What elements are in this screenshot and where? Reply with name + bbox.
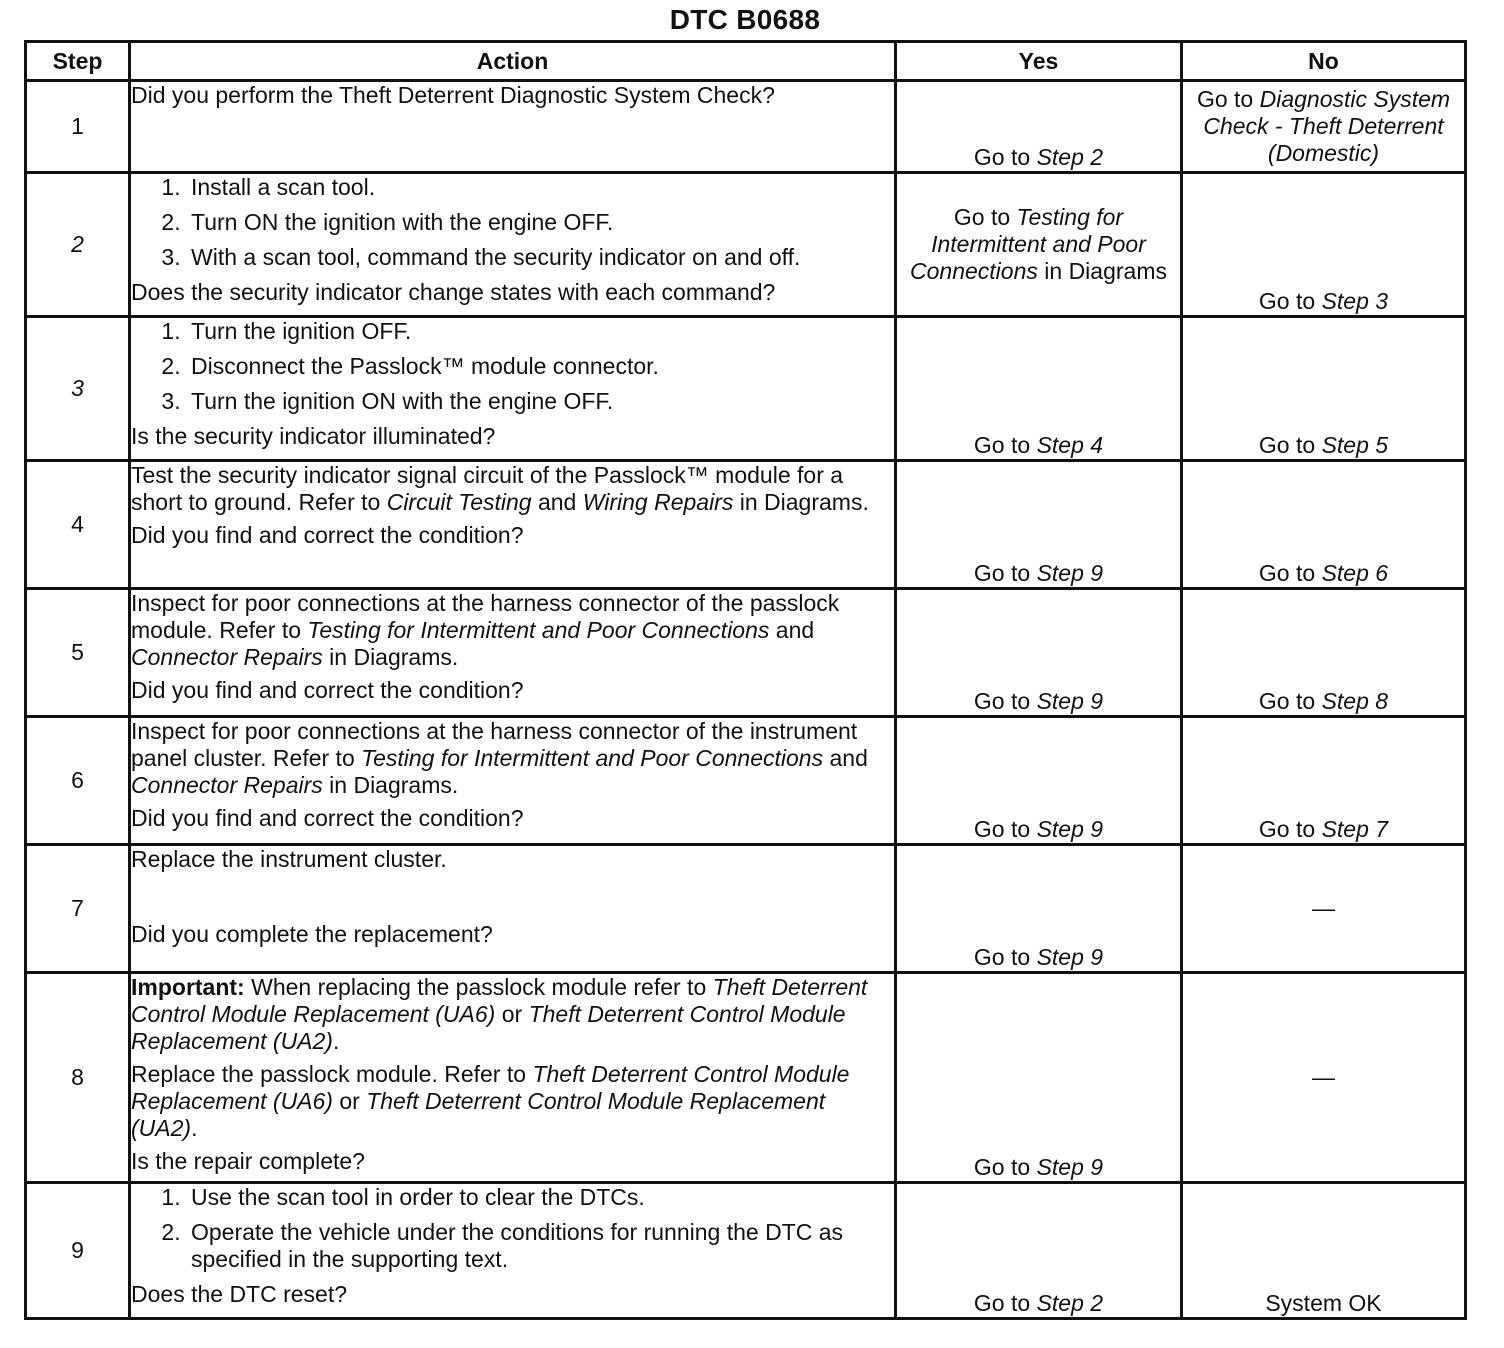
diagrams-ref[interactable]: Diagrams	[353, 644, 452, 670]
yes-link[interactable]: Step 9	[1036, 688, 1104, 714]
important-text: When replacing the passlock module refer to	[251, 974, 707, 1000]
go-to-text: Go to	[953, 204, 1011, 230]
table-row	[26, 81, 1466, 173]
action-question: Did you find and correct the condition?	[131, 677, 524, 703]
reference-link[interactable]: Theft Deterrent Control Module Replacement (UA2)	[131, 1001, 846, 1054]
go-to-text: Go to	[1258, 288, 1316, 314]
yes-cell	[896, 717, 1182, 845]
table-row	[26, 461, 1466, 589]
action-question: Did you complete the replacement?	[131, 921, 493, 947]
yes-link[interactable]: Step 4	[1036, 432, 1104, 458]
in-text: in	[329, 772, 348, 798]
table-row	[26, 173, 1466, 317]
header-no: No	[1182, 42, 1466, 81]
or-text: or	[501, 1001, 523, 1027]
dtc-table	[24, 40, 1467, 1320]
action-steps	[131, 318, 894, 415]
no-link[interactable]: Step 5	[1321, 432, 1389, 458]
yes-link[interactable]: Step 9	[1036, 944, 1104, 970]
step-number: 8	[26, 973, 130, 1183]
action-step: 2. Disconnect the Passlock™ module connector.	[187, 353, 894, 380]
action-text: Replace the instrument cluster.	[131, 846, 447, 872]
go-to-text: Go to	[973, 432, 1031, 458]
reference-link[interactable]: Theft Deterrent Control Module Replacement (UA2)	[131, 1088, 826, 1141]
and-text: and	[829, 745, 868, 771]
no-link[interactable]: Step 3	[1321, 288, 1389, 314]
no-cell	[1182, 461, 1466, 589]
table-row	[26, 845, 1466, 973]
action-text: Test the security indicator signal circuit of the Passlock™ module for a short to ground. Refer to Circuit Testing and Wiring Repairs in Diagrams.	[131, 462, 869, 515]
header-yes: Yes	[896, 42, 1182, 81]
yes-cell	[896, 317, 1182, 461]
no-cell	[1182, 81, 1466, 173]
go-to-text: Go to	[973, 816, 1031, 842]
diagrams-ref[interactable]: Diagrams	[764, 489, 863, 515]
step-number: 7	[26, 845, 130, 973]
action-question: Is the security indicator illuminated?	[131, 423, 496, 449]
reference-link[interactable]: Testing for Intermittent and Poor Connections	[361, 745, 824, 771]
action-step: 1. Use the scan tool in order to clear the DTCs.	[187, 1184, 894, 1211]
reference-link[interactable]: Theft Deterrent Control Module Replacement (UA6)	[131, 974, 868, 1027]
yes-link[interactable]: Step 2	[1036, 144, 1104, 170]
yes-cell	[896, 173, 1182, 317]
step-number: 6	[26, 717, 130, 845]
action-cell	[130, 845, 896, 973]
action-body: Test the security indicator signal circuit of the Passlock™ module for a short to ground. Refer to	[131, 462, 844, 515]
no-cell	[1182, 589, 1466, 717]
action-cell	[130, 81, 896, 173]
go-to-text: Go to	[1258, 432, 1316, 458]
yes-cell	[896, 589, 1182, 717]
no-link[interactable]: Step 8	[1321, 688, 1389, 714]
action-question: Did you perform the Theft Deterrent Diagnostic System Check?	[131, 82, 775, 108]
action-question: Did you find and correct the condition?	[131, 522, 524, 548]
action-cell	[130, 173, 896, 317]
no-cell	[1182, 173, 1466, 317]
yes-link[interactable]: Step 9	[1036, 816, 1104, 842]
go-to-text: Go to	[1258, 560, 1316, 586]
go-to-text: Go to	[1258, 816, 1316, 842]
no-link[interactable]: Step 6	[1321, 560, 1389, 586]
reference-link[interactable]: Wiring Repairs	[582, 489, 734, 515]
action-steps	[131, 1184, 894, 1273]
in-text: in	[739, 489, 758, 515]
yes-cell	[896, 81, 1182, 173]
go-to-text: Go to	[973, 944, 1031, 970]
action-step: 3. With a scan tool, command the security indicator on and off.	[187, 244, 894, 271]
and-text: and	[775, 617, 815, 643]
no-cell	[1182, 973, 1466, 1183]
header-row	[26, 42, 1466, 81]
action-cell	[130, 589, 896, 717]
step-number: 2	[26, 173, 130, 317]
action-cell	[130, 317, 896, 461]
action-cell	[130, 1183, 896, 1319]
table-row	[26, 717, 1466, 845]
step-number: 3	[26, 317, 130, 461]
yes-cell	[896, 845, 1182, 973]
page-title: DTC B0688	[669, 4, 821, 35]
yes-cell	[896, 461, 1182, 589]
no-result: System OK	[1265, 1290, 1382, 1316]
step-number: 5	[26, 589, 130, 717]
action-cell	[130, 973, 896, 1183]
reference-link[interactable]: Connector Repairs	[131, 644, 323, 670]
step-number: 9	[26, 1183, 130, 1319]
yes-link[interactable]: Step 9	[1036, 1154, 1104, 1180]
action-question: Does the DTC reset?	[131, 1281, 348, 1307]
action-step: 3. Turn the ignition ON with the engine OFF.	[187, 388, 894, 415]
important-label: Important:	[131, 974, 245, 1000]
action-step: 1. Install a scan tool.	[187, 174, 894, 201]
no-cell	[1182, 317, 1466, 461]
yes-link[interactable]: Step 9	[1036, 560, 1104, 586]
go-to-text: Go to	[973, 1290, 1031, 1316]
action-steps	[131, 174, 894, 271]
diagrams-ref[interactable]: Diagrams	[353, 772, 452, 798]
no-link[interactable]: Diagnostic System Check - Theft Deterrent (Domestic)	[1203, 86, 1451, 166]
action-text: Inspect for poor connections at the harness connector of the instrument panel cluster. Refer to Testing for Intermittent and Poor Connections and Connector Repairs in Diagrams.	[131, 718, 868, 798]
go-to-text: Go to	[1196, 86, 1254, 112]
table-row	[26, 1183, 1466, 1319]
no-cell	[1182, 845, 1466, 973]
no-dash: —	[1312, 1064, 1335, 1090]
table-row	[26, 317, 1466, 461]
action-question: Did you find and correct the condition?	[131, 805, 524, 831]
no-cell	[1182, 717, 1466, 845]
action-body: Inspect for poor connections at the harness connector of the passlock module. Refer to	[131, 590, 840, 643]
reference-link[interactable]: Connector Repairs	[131, 772, 323, 798]
action-step: 1. Turn the ignition OFF.	[187, 318, 894, 345]
action-step: 2. Operate the vehicle under the conditions for running the DTC as specified in the supporting text.	[187, 1219, 894, 1273]
yes-cell	[896, 973, 1182, 1183]
go-to-text: Go to	[973, 688, 1031, 714]
yes-link[interactable]: Step 2	[1036, 1290, 1104, 1316]
go-to-text: Go to	[973, 560, 1031, 586]
action-question: Is the repair complete?	[131, 1148, 365, 1174]
important-note: Important: When replacing the passlock module refer to Theft Deterrent Control Module Replacement (UA6) or Theft Deterrent Control Module Replacement (UA2).	[131, 974, 868, 1054]
action-text: Replace the passlock module. Refer to Theft Deterrent Control Module Replacement (UA6) or Theft Deterrent Control Module Replacement (UA2).	[131, 1061, 850, 1141]
yes-link[interactable]: Testing for Intermittent and Poor Connections	[910, 204, 1146, 284]
go-to-text: Go to	[1258, 688, 1316, 714]
reference-link[interactable]: Testing for Intermittent and Poor Connections	[307, 617, 770, 643]
action-cell	[130, 717, 896, 845]
no-cell	[1182, 1183, 1466, 1319]
no-link[interactable]: Step 7	[1321, 816, 1389, 842]
action-cell	[130, 461, 896, 589]
in-text: in	[1044, 258, 1063, 284]
diagrams-ref[interactable]: Diagrams	[1068, 258, 1167, 284]
table-row	[26, 589, 1466, 717]
action-step: 2. Turn ON the ignition with the engine OFF.	[187, 209, 894, 236]
step-number: 4	[26, 461, 130, 589]
header-step: Step	[26, 42, 130, 81]
table-row	[26, 973, 1466, 1183]
action-body: Replace the passlock module. Refer to	[131, 1061, 527, 1087]
step-number: 1	[26, 81, 130, 173]
go-to-text: Go to	[973, 144, 1031, 170]
go-to-text: Go to	[973, 1154, 1031, 1180]
reference-link[interactable]: Circuit Testing	[386, 489, 532, 515]
no-dash: —	[1312, 895, 1335, 921]
or-text: or	[339, 1088, 360, 1114]
yes-cell	[896, 1183, 1182, 1319]
header-action: Action	[130, 42, 896, 81]
and-text: and	[537, 489, 577, 515]
action-text: Inspect for poor connections at the harness connector of the passlock module. Refer to Testing for Intermittent and Poor Connections and Connector Repairs in Diagrams.	[131, 590, 840, 670]
action-body: Inspect for poor connections at the harness connector of the instrument panel cluster. Refer to	[131, 718, 858, 771]
action-question: Does the security indicator change states with each command?	[131, 279, 776, 305]
reference-link[interactable]: Theft Deterrent Control Module Replacement (UA6)	[131, 1061, 850, 1114]
in-text: in	[329, 644, 348, 670]
